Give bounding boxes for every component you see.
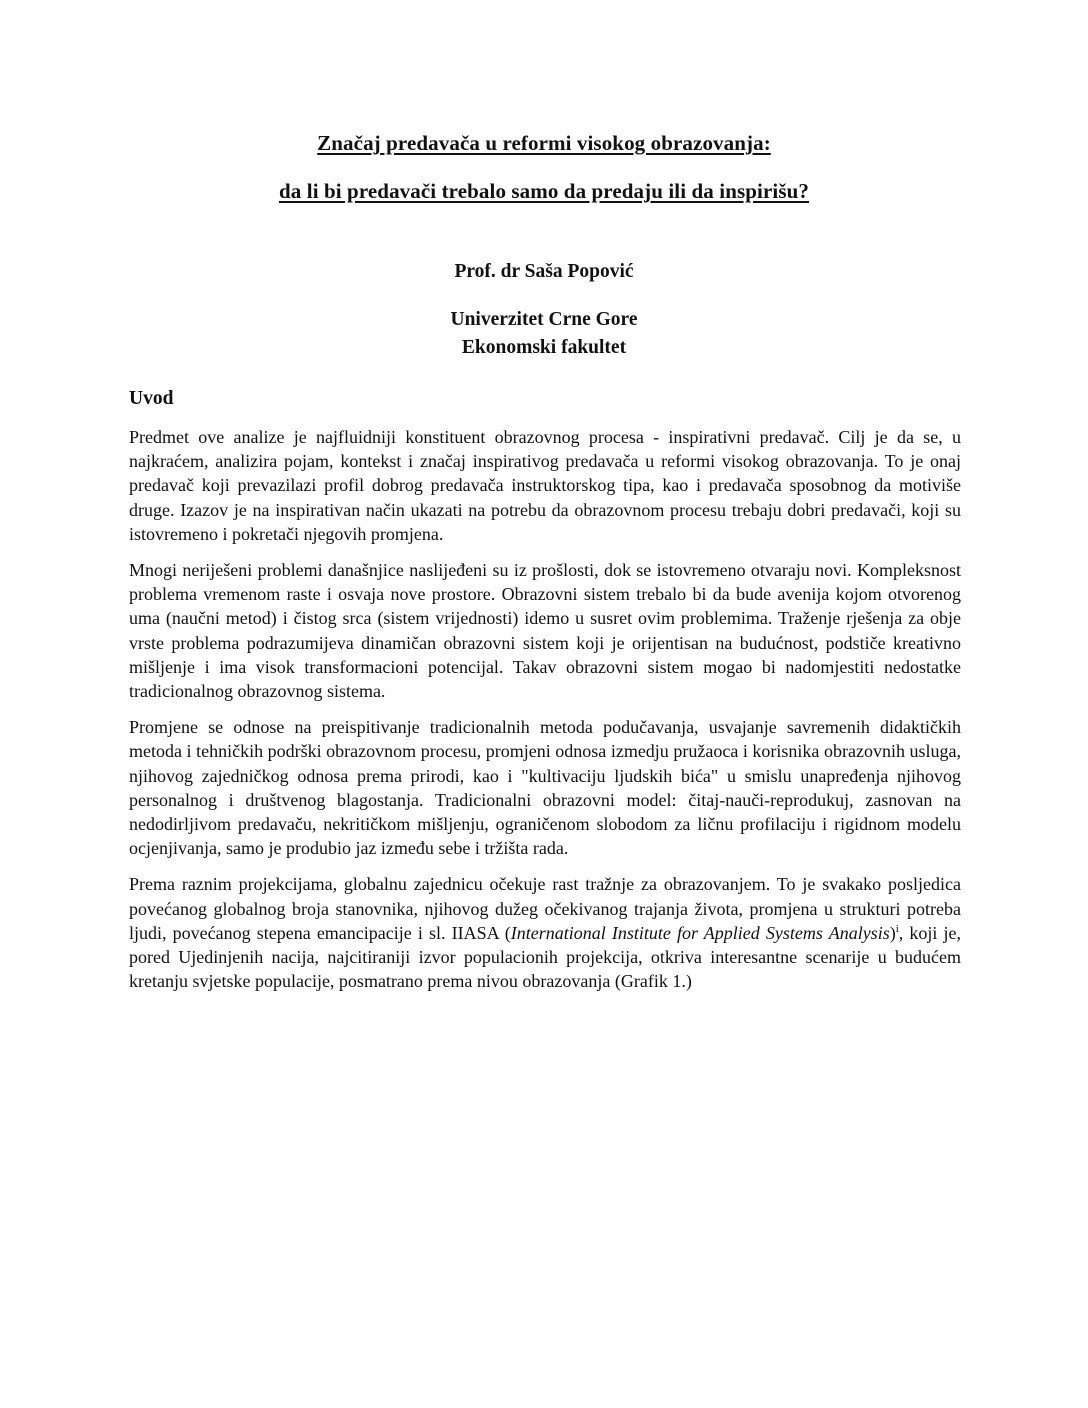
footnote-mark[interactable]: i (895, 922, 899, 935)
body-text (129, 425, 961, 1005)
paragraph-4-before: Prema raznim projekcijama, globalnu zajednicu očekuje rast tražnje za obrazovanjem. To je svakako posljedica povećanog globalnog broja stanovnika, njihovog dužeg očekivanog trajanja života, promjena u strukturi potreba ljudi, povećanog stepena emancipacije i sl. IIASA ( (129, 874, 961, 943)
paragraph-1: Predmet ove analize je najfluidniji konstituent obrazovnog procesa - inspirativni predavač. Cilj je da se, u najkraćem, analizira pojam, kontekst i značaj inspirativog predavača u reformi visokog obrazovanja. To je onaj predavač koji prevazilazi profil dobrog predavača instruktorskog tipa, kao i predavača sposobnog da motiviše druge. Izazov je na inspirativan način ukazati na potrebu da obrazovnom procesu trebaju dobri predavači, koji su istovremeno i pokretači njegovih promjena. (129, 427, 961, 544)
paragraph-3: Promjene se odnose na preispitivanje tradicionalnih metoda podučavanja, usvajanje savremenih didaktičkih metoda i tehničkih podrški obrazovnom procesu, promjeni odnosa izmedju pružaoca i korisnika obrazovnih usluga, njihovog zajedničkog odnosa prema prirodi, kao i "kultivaciju ljudskih bića" u smislu unapređenja njihovog personalnog i društvenog blagostanja. Tradicionalni obrazovni model: čitaj-nauči-reprodukuj, zasnovan na nedodirljivom predavaču, nekritičkom mišljenju, ograničenom slobodom za ličnu profilaciju i rigidnom modelu ocjenjivanja, samo je produbio jaz između sebe i tržišta rada. (129, 717, 961, 859)
university-name: Univerzitet Crne Gore (450, 309, 638, 330)
paragraph-4-close: ) (889, 922, 896, 943)
title-line-1: Značaj predavača u reformi visokog obrazovanja: (317, 131, 771, 155)
paragraph-4-after: , koji je, pored Ujedinjenih nacija, najcitiraniji izvor populacionih projekcija, otkriva interesantne scenarije u budućem kretanju svjetske populacije, posmatrano prema nivou obrazovanja (Grafik 1.) (129, 922, 962, 992)
section-heading: Uvod (129, 388, 174, 409)
paragraph-4 (129, 872, 961, 993)
affiliation (0, 306, 1088, 362)
title-line-2: da li bi predavači trebalo samo da predaju ili da inspirišu? (279, 179, 809, 203)
author-name: Prof. dr Saša Popović (454, 261, 634, 282)
iiasa-full-name: International Institute for Applied Systems Analysis (510, 922, 890, 943)
faculty-name: Ekonomski fakultet (461, 337, 627, 358)
paragraph-2: Mnogi neriješeni problemi današnjice naslijeđeni su iz prošlosti, dok se istovremeno otvaraju novi. Kompleksnost problema vremenom raste i osvaja nove prostore. Obrazovni sistem trebalo bi da bude avenija kojom otvorenog uma (naučni metod) i čistog srca (sistem vrijednosti) idemo u susret ovim problemima. Traženje rješenja za obje vrste problema podrazumijeva dinamičan obrazovni sistem koji je orijentisan na budućnost, podstiče kreativno mišljenje i ima visok transformacioni potencijal. Takav obrazovni sistem mogao bi nadomjestiti nedostatke tradicionalnog obrazovnog sistema. (129, 560, 961, 702)
